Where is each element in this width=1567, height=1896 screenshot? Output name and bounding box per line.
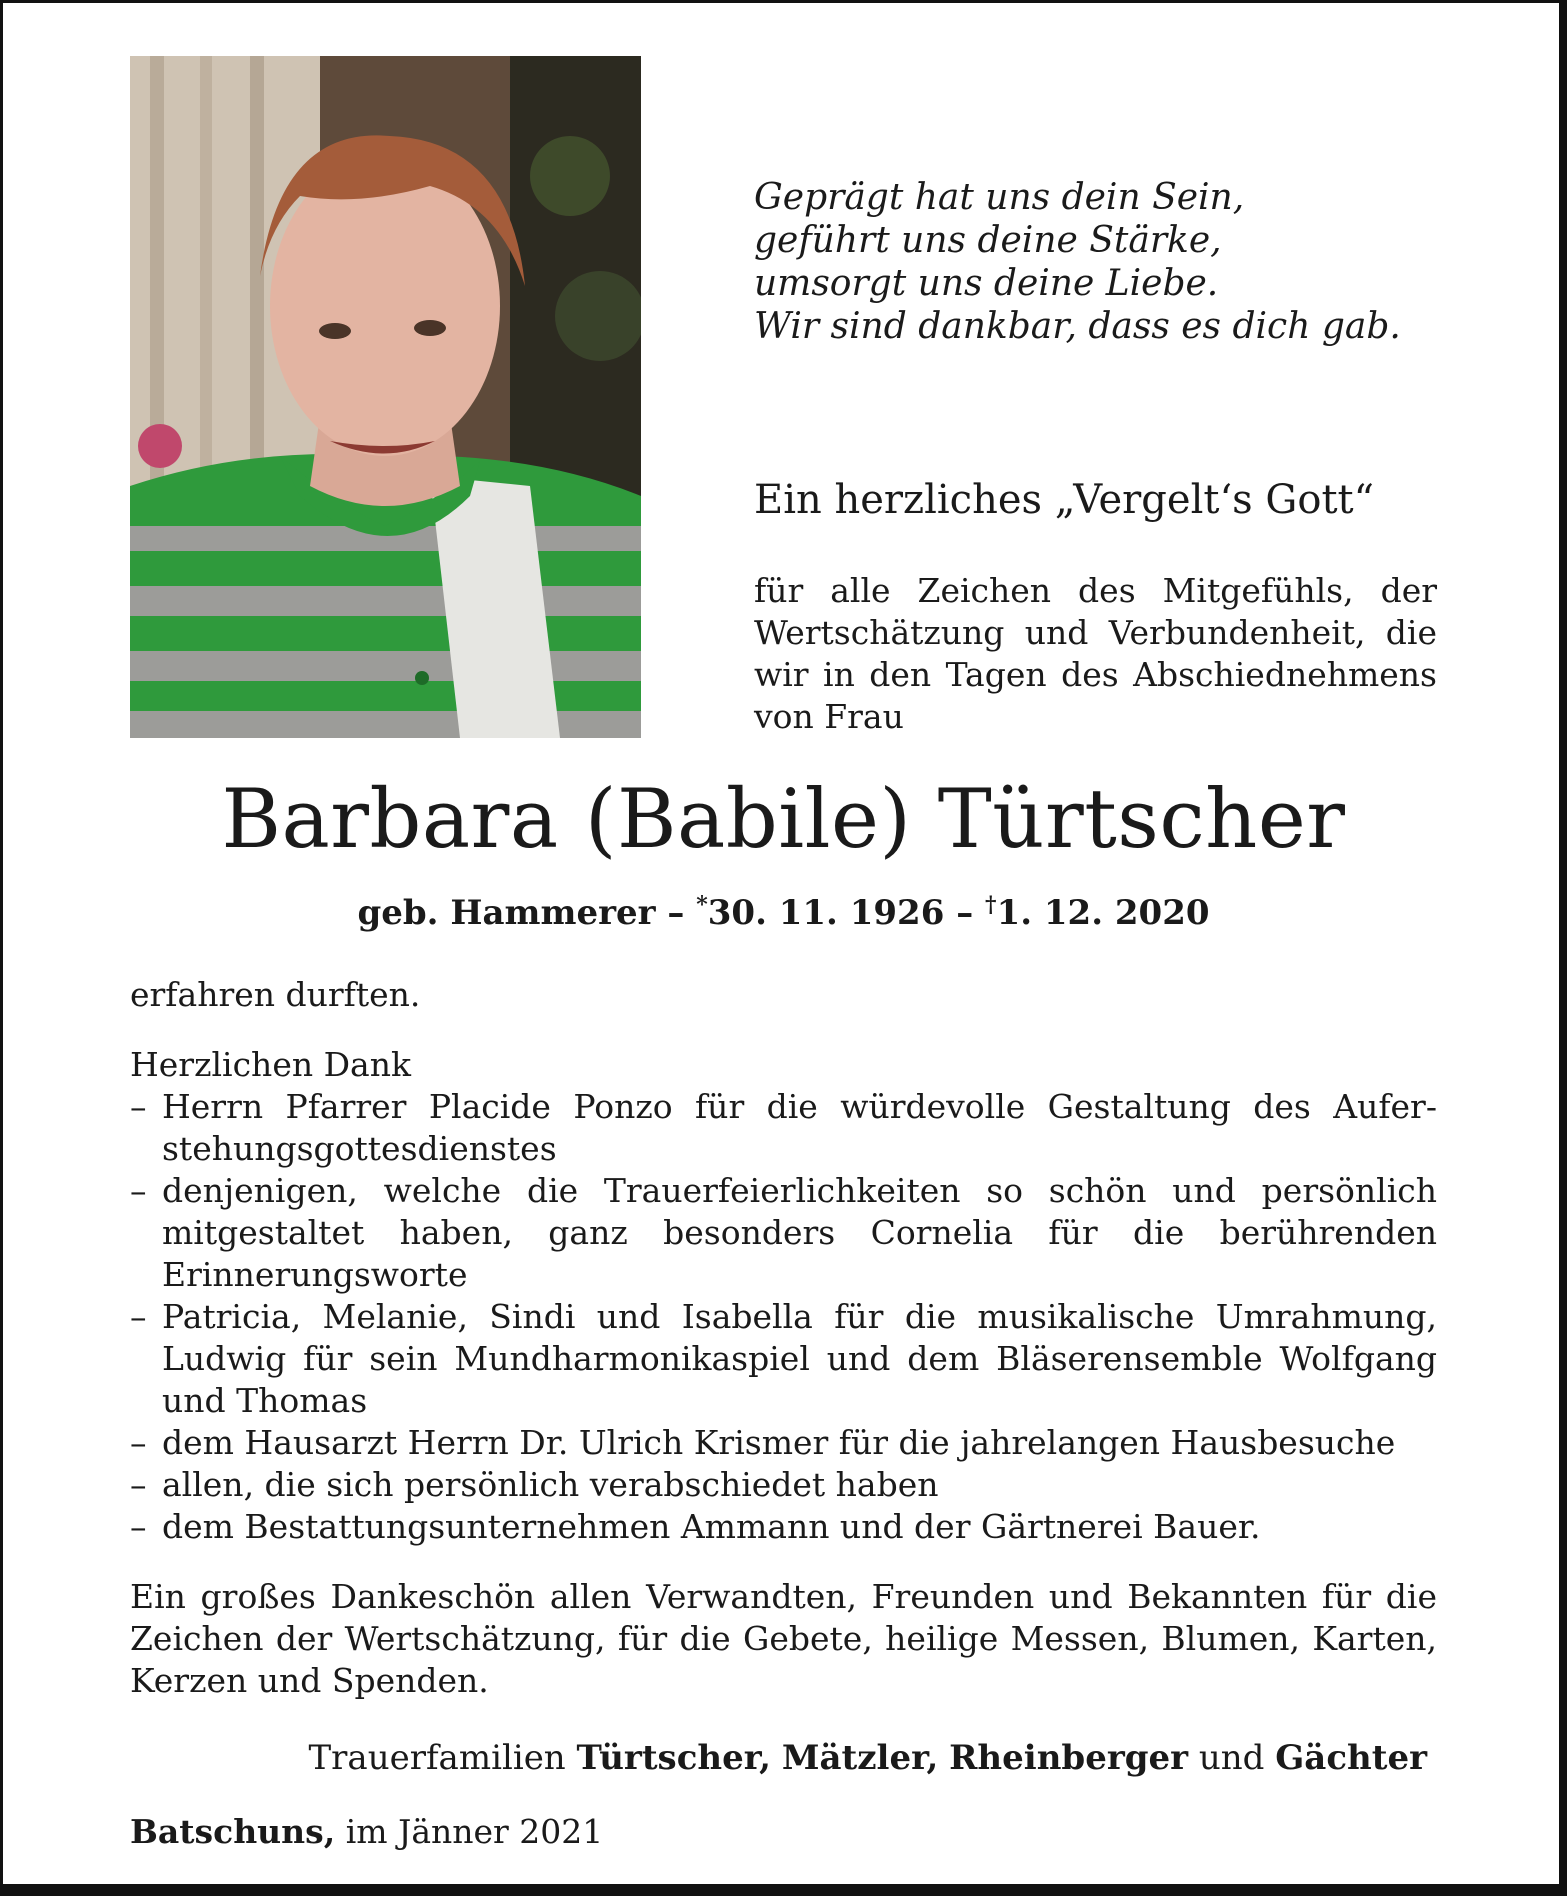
poem-line: Geprägt hat uns dein Sein, [754, 177, 1245, 218]
signature-und: und [1198, 1738, 1265, 1778]
family-name: Rheinberger [949, 1738, 1189, 1778]
intro-text [754, 570, 1437, 738]
death-symbol: † [985, 892, 997, 918]
signature-prefix: Trauerfamilien [308, 1738, 566, 1778]
life-dates [0, 892, 1567, 933]
place-date-text: im Jänner 2021 [345, 1812, 604, 1851]
dank-heading: Herzlichen Dank [130, 1045, 411, 1084]
death-date: 1. 12. 2020 [996, 893, 1210, 933]
list-item: – dem Hausarzt Herrn Dr. Ulrich Krismer für die jahrelangen Hausbesuche [130, 1422, 1437, 1464]
intro-line: wir in den Tagen des Abschiednehmens [754, 655, 1437, 694]
birth-name: geb. Hammerer [357, 893, 656, 933]
poem-line: umsorgt uns deine Liebe. [754, 263, 1219, 304]
erfahren-text: erfahren durften. [130, 975, 421, 1014]
separator: – [956, 893, 974, 933]
body-text [130, 974, 1437, 1702]
place-date [130, 1812, 603, 1851]
list-item: – denjenigen, welche die Trauerfeierlichkeiten so schön und persönlich mitgestaltet haben, ganz besonders Cornelia für die berührenden Erinnerungsworte [130, 1170, 1437, 1296]
family-name: Türtscher, [576, 1738, 772, 1778]
closing-text: Ein großes Dankeschön allen Verwandten, Freunden und Bekannten für die Zeichen der Wertschätzung, für die Gebete, heilige Messen, Blumen, Karten, Kerzen und Spenden. [130, 1577, 1437, 1700]
family-name: Mätzler, [781, 1738, 939, 1778]
intro-line: von Frau [754, 697, 904, 736]
dank-list [130, 1086, 1437, 1548]
list-item: – allen, die sich persönlich verabschiedet haben [130, 1464, 1437, 1506]
intro-line: für alle Zeichen des Mitgefühls, der [754, 571, 1437, 610]
separator: – [667, 893, 685, 933]
portrait-photo [130, 56, 641, 738]
place-town: Batschuns, [130, 1812, 336, 1851]
poem-line: geführt uns deine Stärke, [754, 220, 1222, 261]
poem-line: Wir sind dankbar, dass es dich gab. [754, 306, 1401, 347]
intro-line: Wertschätzung und Verbundenheit, die [754, 613, 1437, 652]
birth-date: 30. 11. 1926 [707, 893, 945, 933]
deceased-name: Barbara (Babile) Türtscher [221, 773, 1346, 867]
poem [754, 176, 1454, 348]
family-name: Gächter [1275, 1738, 1427, 1778]
birth-symbol: * [696, 892, 708, 918]
signature [309, 1738, 1428, 1778]
vergelt-heading: Ein herzliches „Vergelt‘s Gott“ [754, 477, 1375, 523]
list-item: – dem Bestattungsunternehmen Ammann und der Gärtnerei Bauer. [130, 1506, 1437, 1548]
list-item: – Patricia, Melanie, Sindi und Isabella für die musikalische Umrahmung, Ludwig für sein Mundharmonikaspiel und dem Bläserensemble Wolfgang und Thomas [130, 1296, 1437, 1422]
list-item: – Herrn Pfarrer Placide Ponzo für die würdevolle Gestaltung des Auferstehungsgottesdienstes [130, 1086, 1437, 1170]
